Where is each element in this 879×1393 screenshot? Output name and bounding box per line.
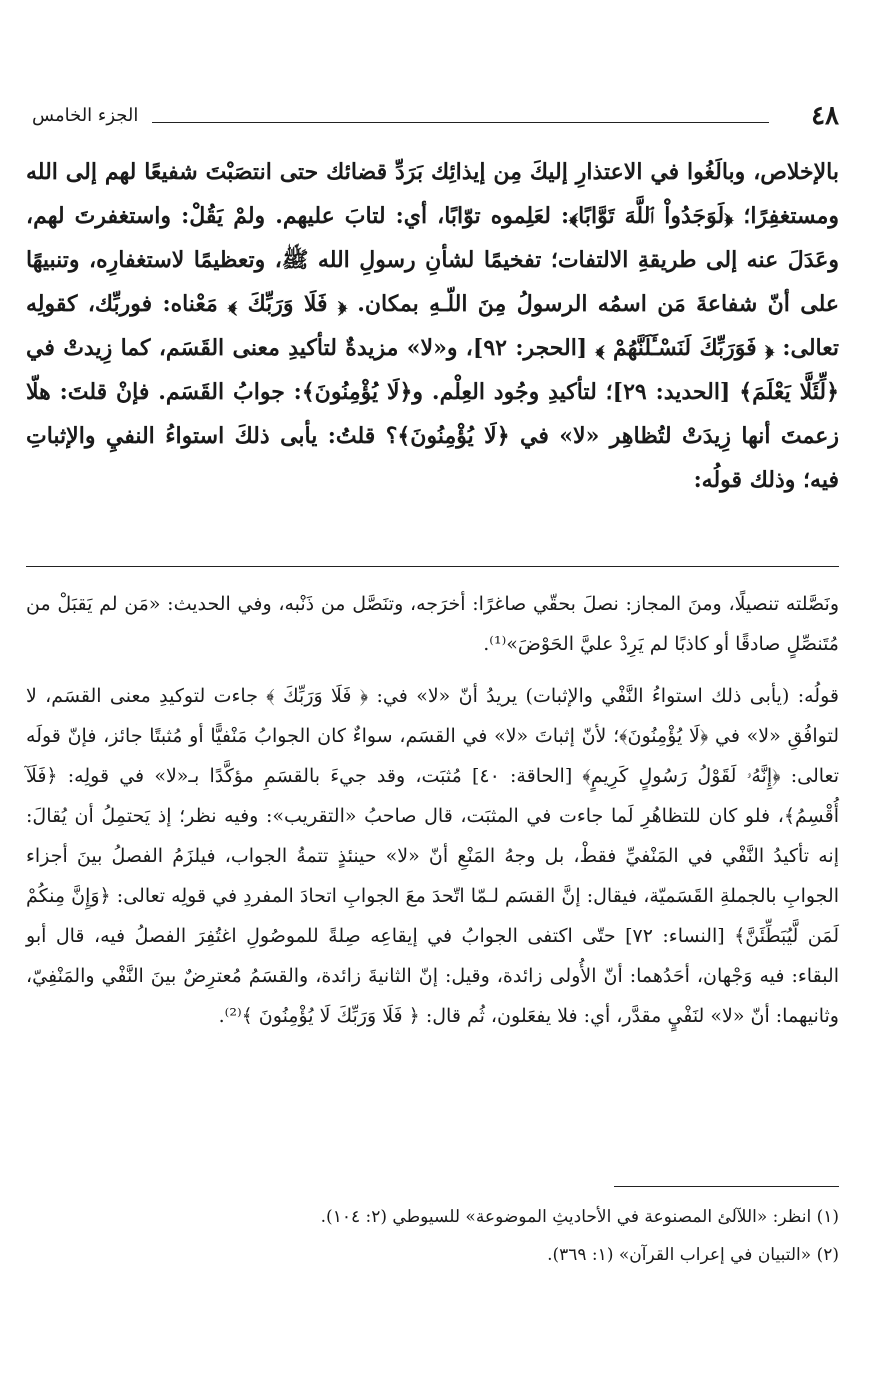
footnote-2: (٢) «التبيان في إعراب القرآن» (١: ٣٦٩). [547,1245,839,1265]
page-number: ٤٨ [811,101,839,131]
page-header [32,96,839,136]
main-text-paragraph: بالإخلاص، وبالَغُوا في الاعتذارِ إليكَ مِن إيذائِك بَرَدِّ قضائك حتى انتصَبْتَ شفيعًا لهم إلى الله ومستغفِرًا؛ ﴿لَوَجَدُواْ ٱللَّهَ تَوَّابًا﴾: لعَلِموه توّابًا، أي: لتابَ عليهم. ولمْ يَقُلْ: واستغفرتَ لهم، وعَدَلَ عنه إلى طريقةِ الالتفات؛ تفخيمًا لشأنِ رسولِ الله ﷺ، وتعظيمًا لاستغفارِه، وتنبيهًا على أنّ شفاعةَ مَن اسمُه الرسولُ مِنَ اللّـهِ بمكان. ﴿ فَلَا وَرَبِّكَ ﴾ مَعْناه: فوربِّك، كقولِه تعالى: ﴿ فَوَرَبِّكَ لَنَسْـَٔلَنَّهُمْ ﴾ [الحجر: ٩٢]، و«لا» مزيدةٌ لتأكيدِ معنى القَسَم، كما زِيدتْ في ﴿لِّئَلَّا يَعْلَمَ﴾ [الحديد: ٢٩]؛ لتأكيدِ وجُود العِلْم. و﴿لَا يُؤْمِنُونَ﴾: جوابُ القَسَم. فإنْ قلتَ: هلّا زعمتَ أنها زِيدَتْ لتُظاهِر «لا» في ﴿لَا يُؤْمِنُونَ﴾؟ قلتُ: يأبى ذلكَ استواءُ النفيِ والإثباتِ فيه؛ وذلك قولُه: [26,159,840,493]
footnote-1: (١) انظر: «اللآلئ المصنوعة في الأحاديثِ الموضوعة» للسيوطي (٢: ١٠٤). [320,1207,839,1227]
commentary-paragraph-1: ونَصَّلته تنصيلًا، ومنَ المجاز: نصلَ بحقّي صاغرًا: أخرَجه، وتنَصَّل من ذَنْبه، وفي الحديث: «مَن لم يَقبَلْ من مُتَنصِّلٍ صادقًا أو كاذبًا لم يَرِدْ عليَّ الحَوْضَ»⁽¹⁾. [26,593,839,655]
footnote-divider [614,1186,839,1187]
footnotes-block [26,1198,839,1274]
commentary-paragraph-2: قولُه: (يأبى ذلك استواءُ النَّفْي والإثبات) يريدُ أنّ «لا» في: ﴿ فَلَا وَرَبِّكَ ﴾ جاءت لتوكيدِ معنى القسَم، لا لتوافُقِ «لا» في ﴿لَا يُؤْمِنُونَ﴾؛ لأنّ إثباتَ «لا» في القسَم، سواءٌ كان الجوابُ مَنْفيًّا أو مُثبتًا جائز، فإنّ قولَه تعالى: ﴿إِنَّهُۥ لَقَوْلُ رَسُولٍ كَرِيمٍ﴾ [الحاقة: ٤٠] مُثبَت، وقد جيءَ بالقسَمِ مؤكَّدًا بـ«لا» في قولِه: ﴿فَلَآ أُقْسِمُ﴾، فلو كان للتظاهُرِ لَما جاءت في المثبَت، قال صاحبُ «التقريب»: وفيه نظر؛ إذ يَحتمِلُ أن يُقالَ: إنه تأكيدُ النَّفْي في المَنْفيِّ فقطْ، بل وجهُ المَنْعِ أنّ «لا» حينئذٍ تتمةُ الجواب، فيلزَمُ الفصلُ بينَ أجزاء الجوابِ بالجملةِ القَسَميّة، فيقال: إنَّ القسَم لـمّا اتّحدَ معَ الجوابِ اتحادَ المفردِ في قولِه تعالى: ﴿وَإِنَّ مِنكُمْ لَمَن لَّيُبَطِّئَنَّ﴾ [النساء: ٧٢] حتّى اكتفى الجوابُ في إيقاعِه صِلةً للموصُولِ اغتُفِرَ الفصلُ فيه، قال أبو البقاء: فيه وَجْهان، أحَدُهما: أنّ الأُولى زائدة، وقيل: إنّ الثانيةَ زائدة، والقسَمُ مُعترِضٌ بينَ النَّفْي والمَنْفِيّ، وثانيهما: أنّ «لا» لنَفْيٍ مقدَّر، أي: فلا يفعَلون، ثُم قال: ﴿ فَلَا وَرَبِّكَ لَا يُؤْمِنُونَ ﴾⁽²⁾. [26,685,840,1027]
commentary-block [26,584,839,1036]
section-divider [26,566,839,567]
main-text-block [26,150,839,502]
header-rule [152,122,769,123]
running-title: الجزء الخامس [32,105,139,126]
